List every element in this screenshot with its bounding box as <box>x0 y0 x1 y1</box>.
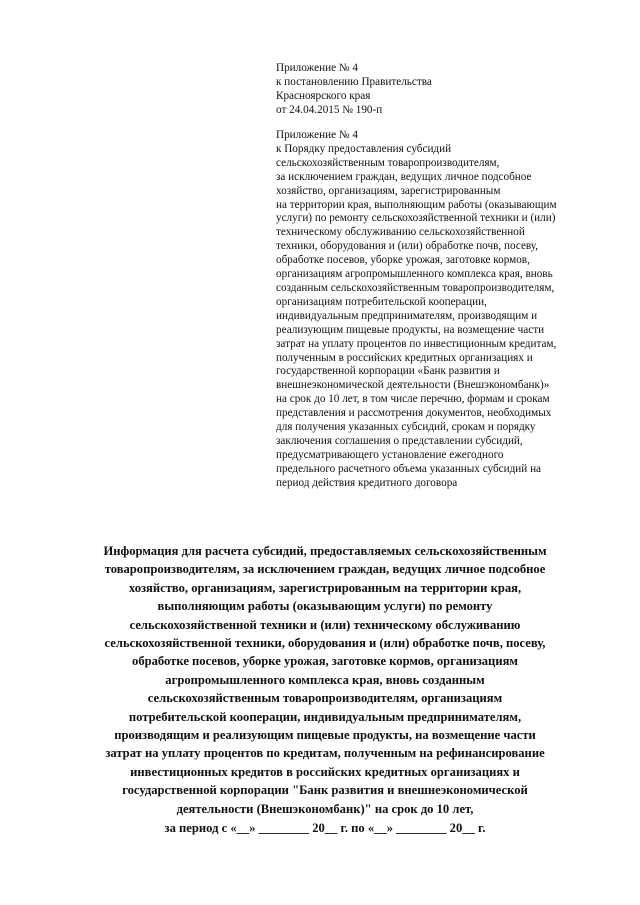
title-line: Информация для расчета субсидий, предоставляемых сельскохозяйственным <box>103 544 547 558</box>
appendix-sub-line: предельного расчетного объема указанных субсидий на <box>276 462 542 475</box>
appendix-sub-line: техническому обслуживанию сельскохозяйственной <box>276 226 525 239</box>
appendix-sub-line: организациям потребительской кооперации, <box>276 295 487 308</box>
appendix-sub-line: Приложение № 4 <box>276 129 358 141</box>
appendix-sub-line: организациям агропромышленного комплекса края, вновь <box>276 268 553 281</box>
title-line: сельскохозяйственной техники и (или) техническому обслуживанию <box>129 617 521 632</box>
appendix-sub-line: на срок до 10 лет, в том числе перечню, формам и срокам <box>276 393 550 406</box>
appendix-sub-line: государственной корпорации «Банк развития и <box>276 365 500 378</box>
appendix-sub-line: за исключением граждан, ведущих личное подсобное <box>276 170 532 183</box>
appendix-sub-line: хозяйство, организациям, зарегистрированным <box>276 184 501 197</box>
appendix-header-line: Приложение № 4 <box>276 62 358 74</box>
appendix-sub-line: заключения соглашения о представлении субсидий, <box>276 434 523 447</box>
appendix-sub-line: индивидуальным предпринимателям, производящим и <box>276 309 538 322</box>
appendix-sub-line: полученным в российских кредитных организациях и <box>276 351 533 364</box>
appendix-sub-line: внешнеэкономической деятельности (Внешэкономбанк)» <box>276 379 550 392</box>
title-line: потребительской кооперации, индивидуальным предпринимателям, <box>128 709 522 724</box>
title-line: сельскохозяйственной техники, оборудования и (или) обработке почв, посеву, <box>104 636 546 651</box>
appendix-sub-line: обработке посевов, уборке урожая, заготовке кормов, <box>276 254 530 267</box>
appendix-header <box>276 62 606 118</box>
title-line: выполняющим работы (оказывающим услуги) по ремонту <box>157 599 493 614</box>
appendix-sub-line: к Порядку предоставления субсидий <box>276 142 452 155</box>
appendix-sub-line: услуги) по ремонту сельскохозяйственной техники и (или) <box>276 212 556 225</box>
period-line: за период с «__» ________ 20__ г. по «__» ________ 20__ г. <box>164 821 486 836</box>
appendix-sub-line: для получения указанных субсидий, срокам и порядку <box>276 421 536 434</box>
title-line: обработке посевов, уборке урожая, заготовке кормов, организациям <box>132 654 518 669</box>
appendix-header-line: к постановлению Правительства <box>276 75 432 88</box>
title-line: хозяйство, организациям, зарегистрированным на территории края, <box>128 580 522 595</box>
title-line: государственной корпорации "Банк развития и внешнеэкономической <box>122 783 528 798</box>
appendix-sub-line: техники, оборудования и (или) обработке почв, посеву, <box>276 240 539 253</box>
appendix-sub-line: на территории края, выполняющим работы (оказывающим <box>276 198 557 211</box>
appendix-header-line: от 24.04.2015 № 190-п <box>276 103 383 116</box>
title-line: деятельности (Внешэкономбанк)" на срок до 10 лет, <box>176 801 474 816</box>
appendix-sub-line: реализующим пищевые продукты, на возмещение части <box>276 323 545 336</box>
appendix-sub-line: сельскохозяйственным товаропроизводителям, <box>276 156 500 169</box>
title-line: товаропроизводителям, за исключением граждан, ведущих личное подсобное <box>104 562 546 577</box>
appendix-header-line: Красноярского края <box>276 89 371 102</box>
title-line: сельскохозяйственным товаропроизводителям, организациям <box>147 691 503 706</box>
title-line: инвестиционных кредитов в российских кредитных организациях и <box>130 764 520 779</box>
document-title <box>40 542 610 838</box>
appendix-sub-line: представления и рассмотрения документов, необходимых <box>276 407 552 420</box>
title-line: производящим и реализующим пищевые продукты, на возмещение части <box>114 728 536 743</box>
appendix-sub-line: предусматривающего установление ежегодного <box>276 448 504 461</box>
appendix-sub-line: созданным сельскохозяйственным товаропроизводителям, <box>276 281 555 294</box>
title-line: агропромышленного комплекса края, вновь созданным <box>165 672 485 687</box>
title-line: затрат на уплату процентов по кредитам, полученным на рефинансирование <box>105 746 545 761</box>
appendix-sub-line: период действия кредитного договора <box>276 476 458 489</box>
appendix-sub-line: затрат на уплату процентов по инвестиционным кредитам, <box>276 337 557 350</box>
appendix-subheader <box>276 129 606 491</box>
